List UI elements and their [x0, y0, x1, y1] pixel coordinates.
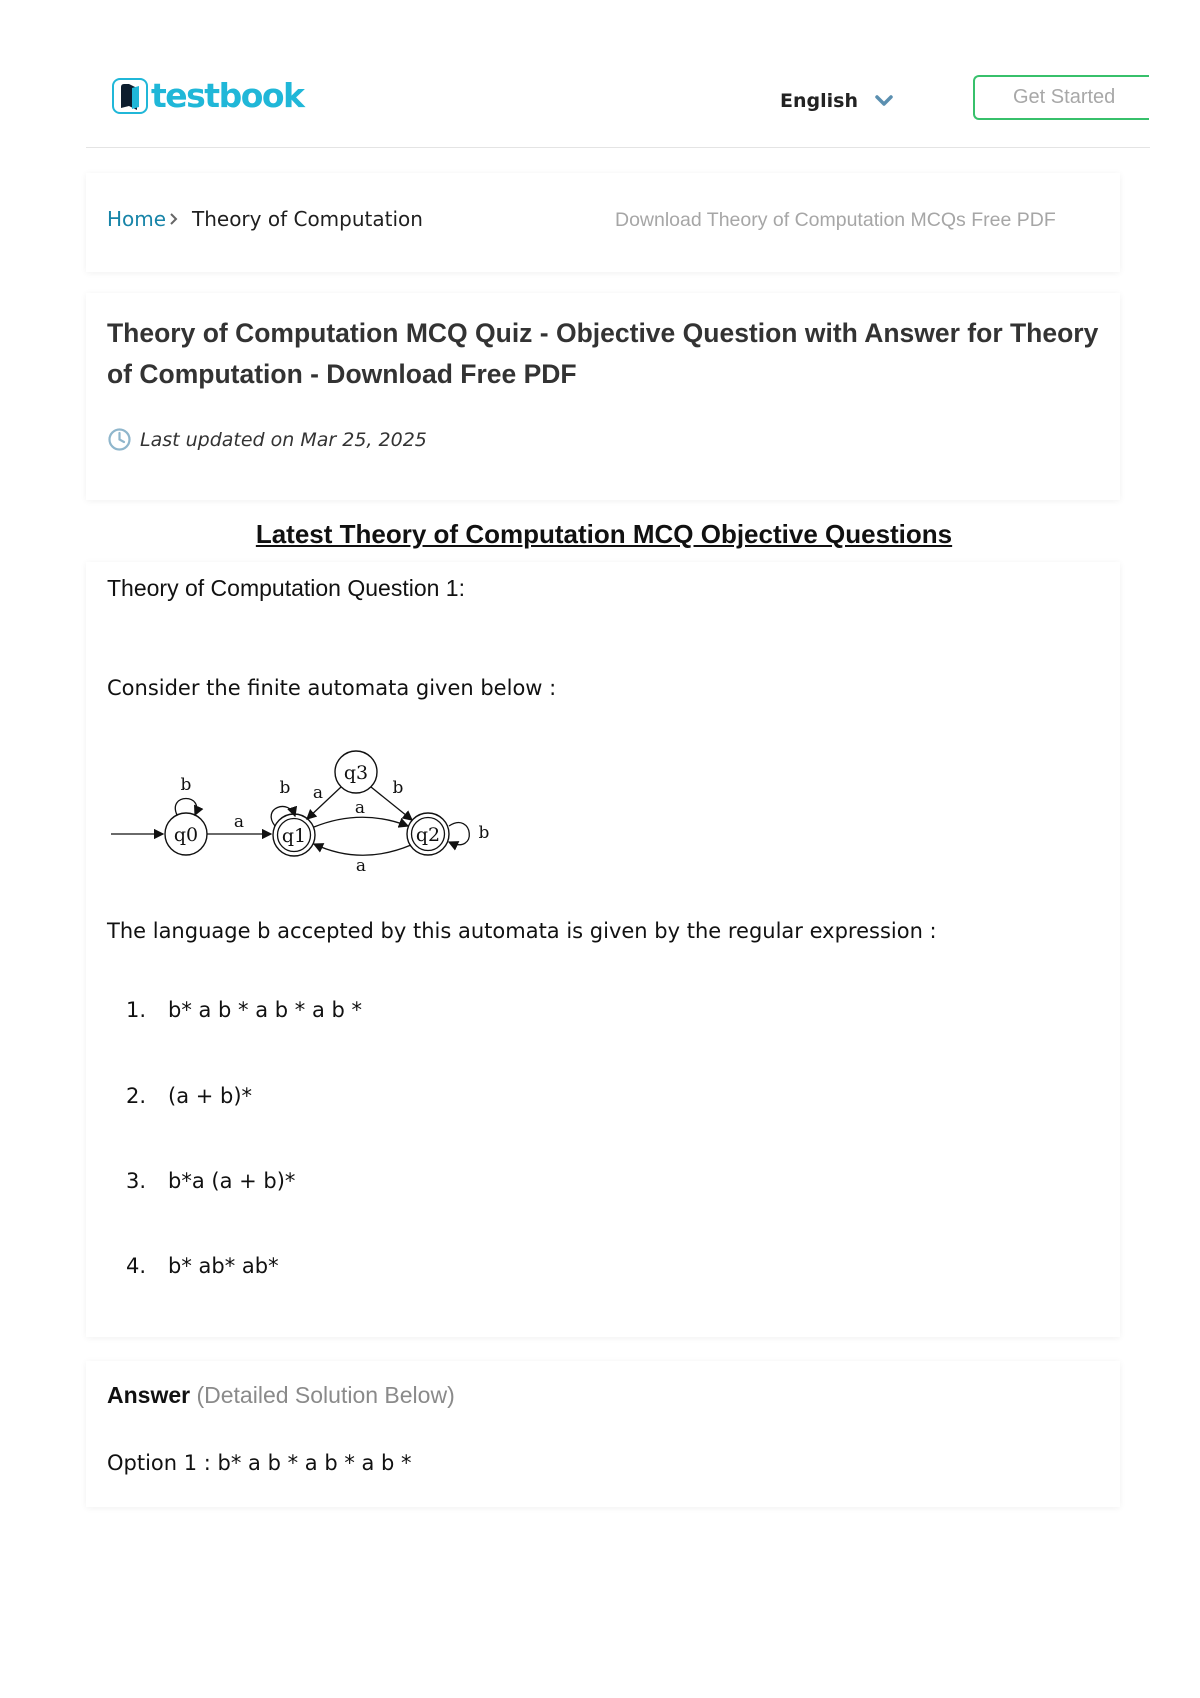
- q0-loop-label: b: [180, 775, 192, 795]
- site-header: [86, 60, 1150, 148]
- q2-q1-edge: [314, 844, 411, 855]
- question-card: [86, 562, 1120, 1337]
- q3-q2-edge: [371, 787, 412, 820]
- option-text: b* ab* ab*: [168, 1254, 279, 1278]
- chevron-right-icon: [169, 212, 179, 226]
- language-selector[interactable]: [780, 90, 894, 112]
- option-text: b*a (a + b)*: [168, 1169, 296, 1193]
- get-started-button[interactable]: Get Started: [973, 75, 1149, 120]
- option-1[interactable]: [126, 998, 362, 1022]
- language-label: English: [780, 90, 858, 112]
- state-q3-label: q3: [343, 762, 369, 784]
- q1-q2-label: a: [354, 798, 366, 818]
- answer-label: Answer: [107, 1382, 191, 1408]
- state-q0-label: q0: [173, 824, 199, 846]
- section-title: Latest Theory of Computation MCQ Objective Questions: [255, 519, 953, 549]
- breadcrumb-home-link[interactable]: Home: [107, 207, 167, 231]
- option-3[interactable]: [126, 1169, 295, 1193]
- q3-q1-label: a: [312, 783, 324, 803]
- option-number: 4.: [126, 1254, 147, 1278]
- answer-header: [107, 1382, 455, 1409]
- state-q2-label: q2: [415, 824, 441, 846]
- logo-text: testbook: [151, 76, 304, 115]
- option-number: 3.: [126, 1169, 147, 1193]
- title-card: [86, 293, 1120, 500]
- book-logo-icon: [112, 77, 148, 115]
- q2-loop-label: b: [478, 823, 490, 843]
- question-prompt: The language b accepted by this automata is given by the regular expression :: [107, 919, 937, 943]
- q0-q1-label: a: [233, 812, 245, 832]
- download-pdf-link[interactable]: Download Theory of Computation MCQs Free PDF: [615, 209, 1056, 231]
- last-updated: [107, 427, 427, 452]
- question-intro: Consider the finite automata given below :: [107, 676, 557, 700]
- q1-loop-label: b: [279, 778, 291, 798]
- finite-automata-diagram: [111, 738, 516, 888]
- option-text: (a + b)*: [168, 1084, 253, 1108]
- chevron-down-icon: [874, 94, 894, 108]
- testbook-logo[interactable]: [112, 77, 303, 115]
- page-title: Theory of Computation MCQ Quiz - Objective Question with Answer for Theory of Computation - Download Free PDF: [107, 318, 1099, 389]
- breadcrumb: [86, 173, 1120, 272]
- question-heading: Theory of Computation Question 1:: [107, 575, 465, 601]
- option-number: 1.: [126, 998, 147, 1022]
- state-q1-label: q1: [281, 825, 307, 847]
- last-updated-text: Last updated on Mar 25, 2025: [140, 428, 427, 451]
- option-2[interactable]: [126, 1084, 252, 1108]
- answer-value: Option 1 : b* a b * a b * a b *: [107, 1451, 412, 1475]
- q2-q1-label: a: [355, 856, 367, 876]
- q1-q2-edge: [314, 817, 408, 827]
- breadcrumb-current: Theory of Computation: [192, 207, 423, 231]
- option-text: b* a b * a b * a b *: [168, 998, 363, 1022]
- option-number: 2.: [126, 1084, 147, 1108]
- q2-self-loop: [449, 823, 469, 845]
- clock-icon: [107, 427, 132, 452]
- detailed-solution-link[interactable]: (Detailed Solution Below): [196, 1382, 455, 1408]
- answer-card: [86, 1361, 1120, 1507]
- option-4[interactable]: [126, 1254, 279, 1278]
- q3-q2-label: b: [392, 778, 404, 798]
